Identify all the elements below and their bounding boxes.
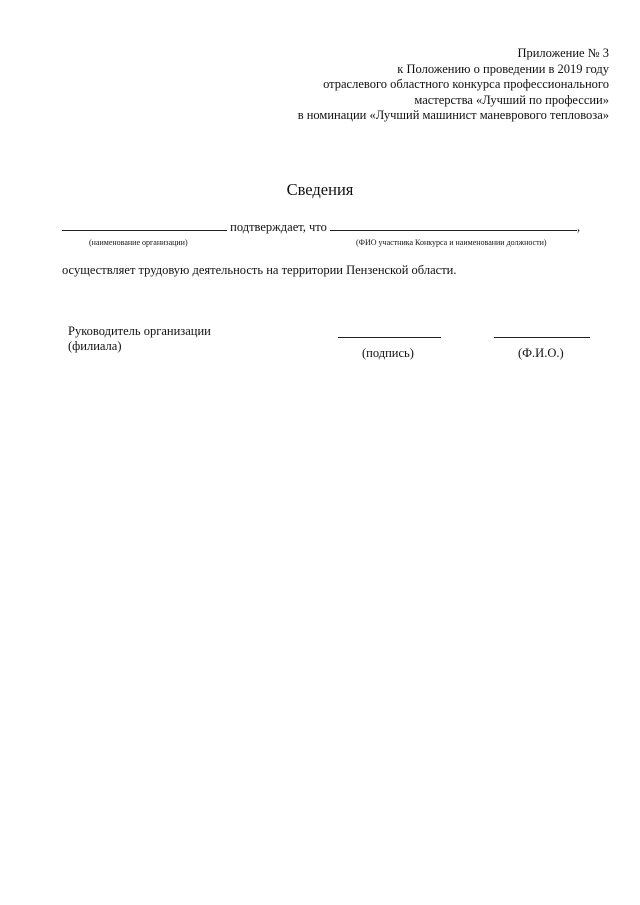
- header-line: мастерства «Лучший по профессии»: [414, 92, 609, 107]
- head-label-line: Руководитель организации: [68, 324, 211, 338]
- organization-blank: [62, 219, 227, 231]
- head-label-line: (филиала): [68, 339, 122, 353]
- header-line: к Положению о проведении в 2019 году: [397, 61, 609, 76]
- fio-label: (Ф.И.О.): [518, 346, 564, 360]
- participant-hint: (ФИО участника Конкурса и наименовании должности): [356, 238, 547, 247]
- appendix-header: [298, 46, 609, 124]
- signature-label: (подпись): [362, 346, 414, 360]
- participant-blank: [330, 219, 577, 231]
- header-line: отраслевого областного конкурса профессионального: [323, 77, 609, 91]
- signature-line: [338, 337, 441, 338]
- fio-line: [494, 337, 590, 338]
- confirm-end-text: ,: [576, 220, 581, 234]
- head-of-organization-label: [68, 324, 211, 354]
- body-text: осуществляет трудовую деятельность на территории Пензенской области.: [62, 263, 457, 277]
- header-line: Приложение № 3: [517, 46, 609, 60]
- organization-hint: (наименование организации): [89, 238, 188, 247]
- header-line: в номинации «Лучший машинист маневрового тепловоза»: [297, 108, 609, 122]
- document-title: Сведения: [286, 180, 354, 199]
- confirm-middle-text: подтверждает, что: [230, 220, 327, 234]
- confirmation-line: [62, 219, 580, 235]
